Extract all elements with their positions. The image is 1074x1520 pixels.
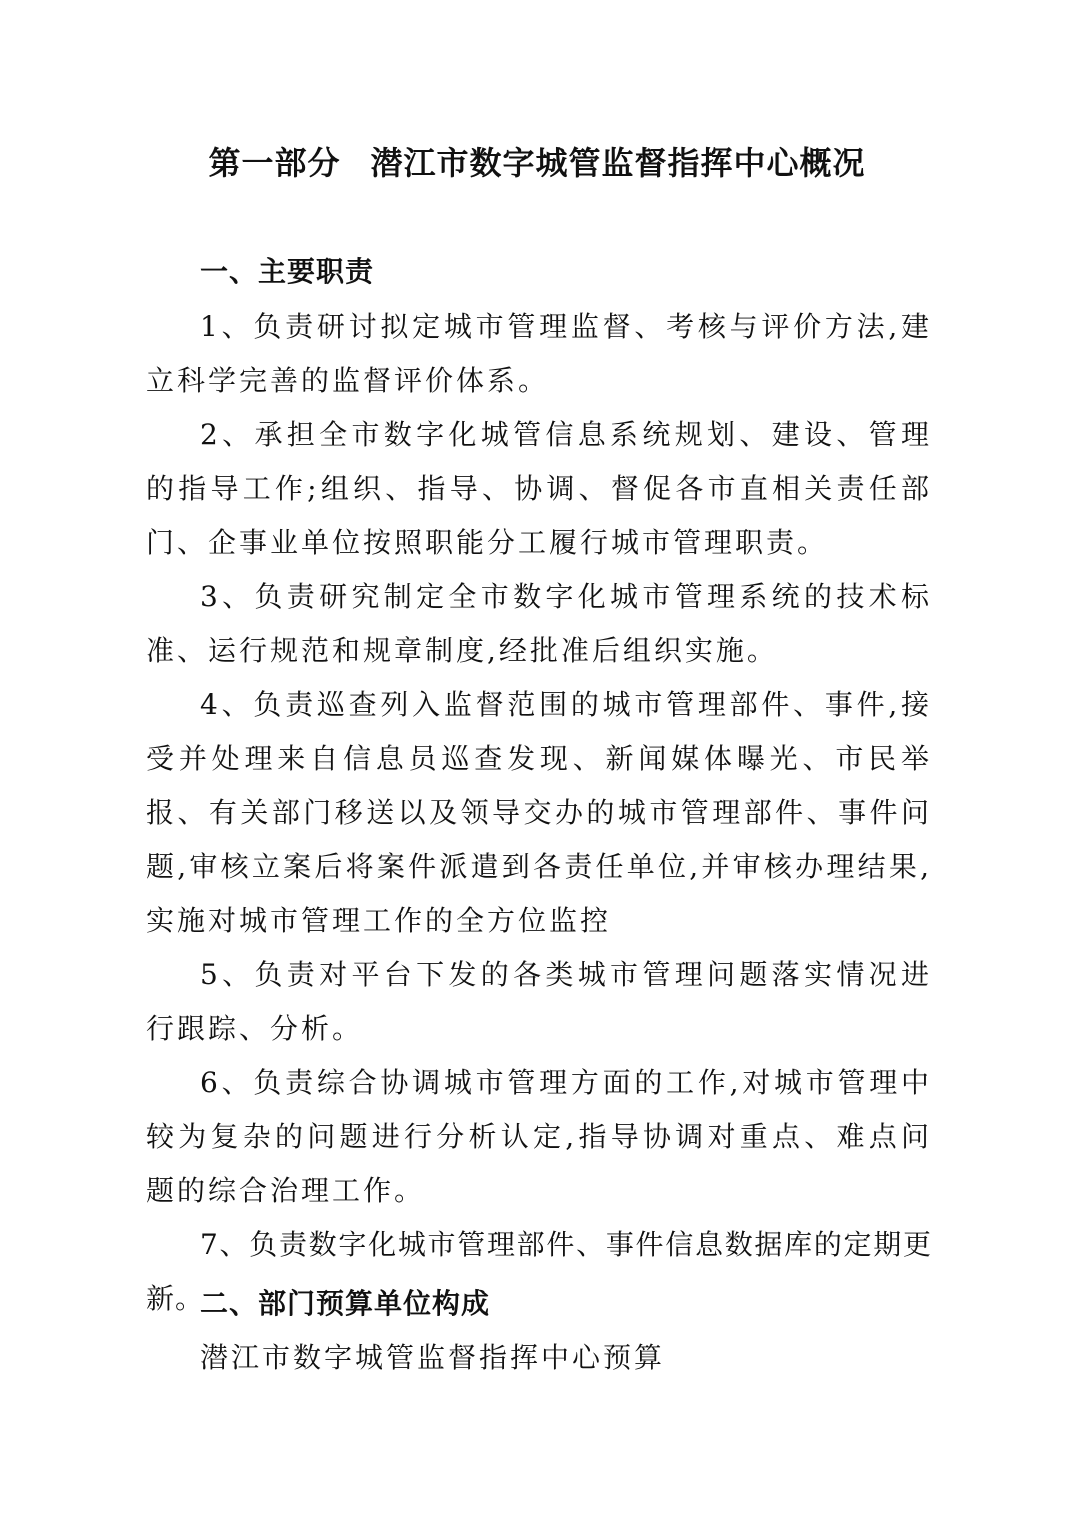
section-heading-budget-units: 二、部门预算单位构成 <box>200 1287 491 1320</box>
page-title <box>0 140 1074 186</box>
title-part: 第一部分 <box>208 144 341 182</box>
duty-item-3: 3、负责研究制定全市数字化城市管理系统的技术标准、运行规范和规章制度,经批准后组织实施。 <box>146 580 932 667</box>
duty-item-1: 1、负责研讨拟定城市管理监督、考核与评价方法,建立科学完善的监督评价体系。 <box>146 310 932 397</box>
budget-unit-content: 潜江市数字城管监督指挥中心预算 <box>200 1341 666 1374</box>
section-heading-main-duties: 一、主要职责 <box>200 255 375 288</box>
duty-item-5: 5、负责对平台下发的各类城市管理问题落实情况进行跟踪、分析。 <box>146 958 932 1045</box>
duty-item-4: 4、负责巡查列入监督范围的城市管理部件、事件,接受并处理来自信息员巡查发现、新闻媒体曝光、市民举报、有关部门移送以及领导交办的城市管理部件、事件问题,审核立案后将案件派遣到各责任单位,并审核办理结果,实施对城市管理工作的全方位监控 <box>146 688 932 937</box>
duty-item-7: 7、负责数字化城市管理部件、事件信息数据库的定期更新。 <box>146 1228 932 1315</box>
title-name: 潜江市数字城管监督指挥中心概况 <box>370 144 866 182</box>
duty-item-2: 2、承担全市数字化城管信息系统规划、建设、管理的指导工作;组织、指导、协调、督促各市直相关责任部门、企事业单位按照职能分工履行城市管理职责。 <box>146 418 932 559</box>
duty-item-6: 6、负责综合协调城市管理方面的工作,对城市管理中较为复杂的问题进行分析认定,指导协调对重点、难点问题的综合治理工作。 <box>146 1066 932 1207</box>
